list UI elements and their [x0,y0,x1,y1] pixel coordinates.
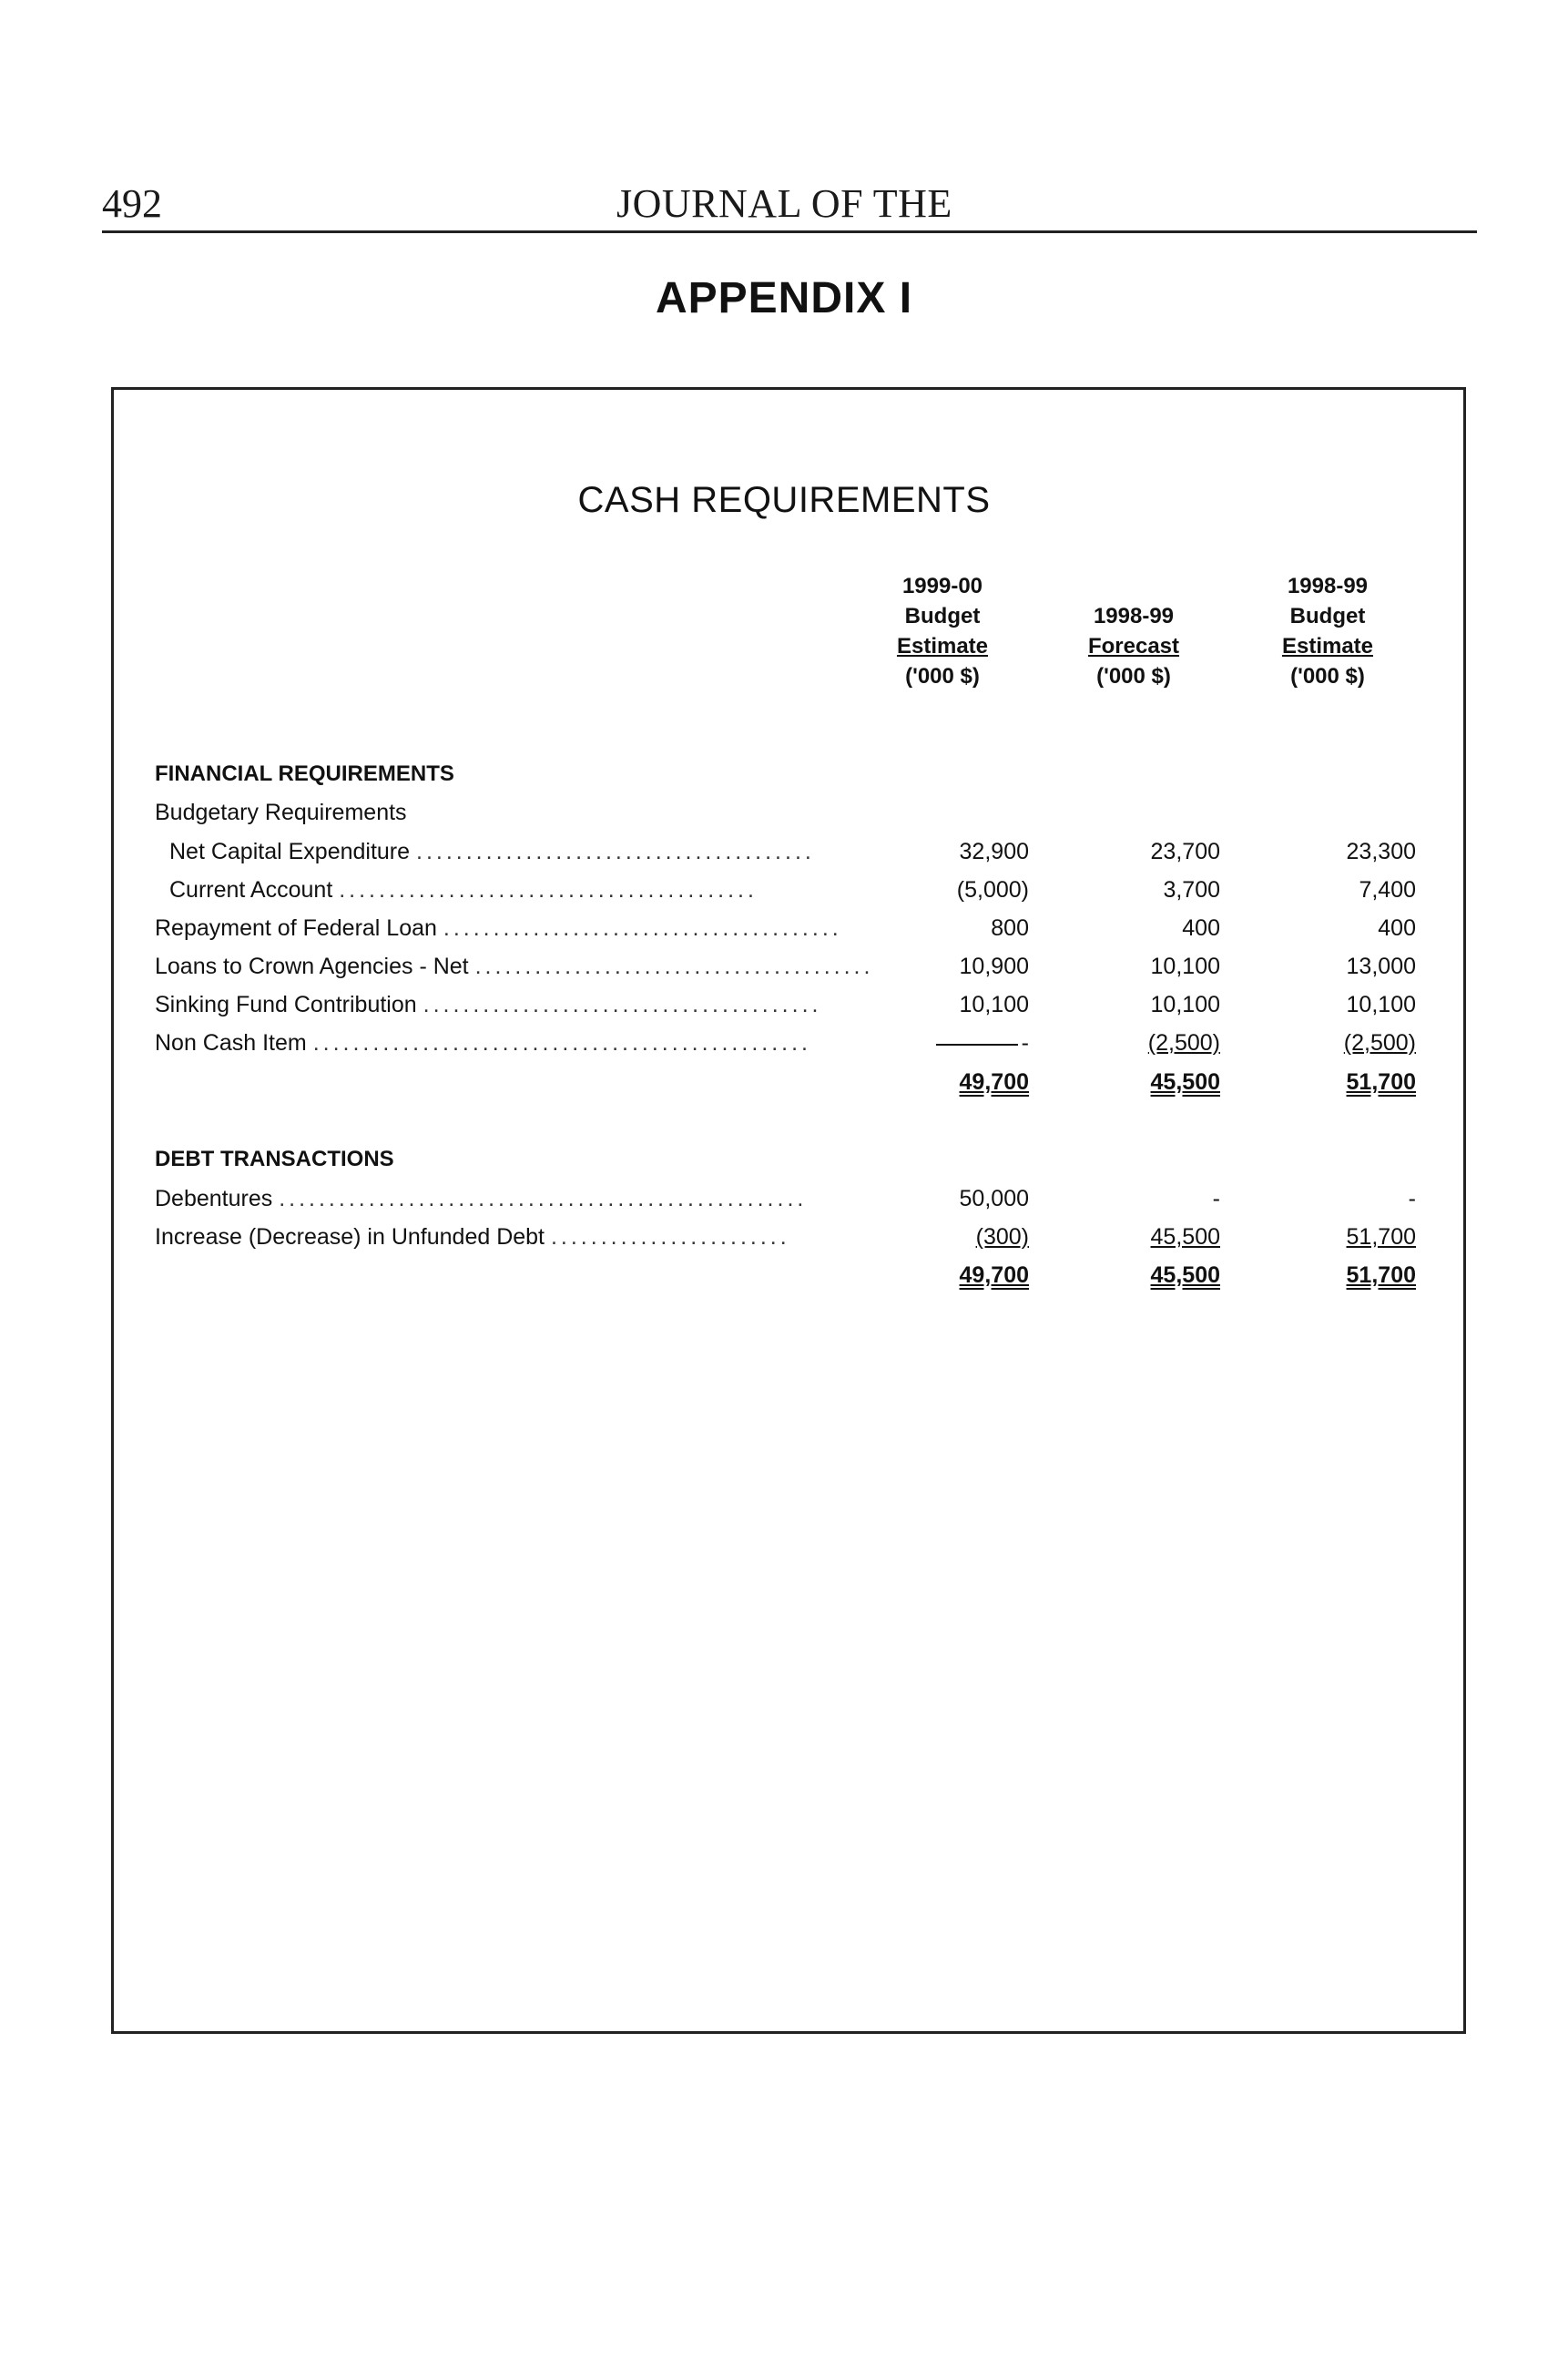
cell-value: 400 [1182,915,1220,941]
journal-title: JOURNAL OF THE [616,181,952,226]
column-unit: ('000 $) [905,664,980,689]
cell-value: (300) [975,1224,1029,1250]
cell-value: 51,700 [1346,1224,1416,1250]
column-subtype: Estimate [896,634,989,659]
appendix-title: APPENDIX I [655,274,913,322]
running-head [102,178,1477,233]
row-label-current-account: Current Account .......................................... [169,877,758,903]
cell-value: 45,500 [1150,1224,1220,1250]
cell-value: 400 [1378,915,1416,941]
row-label-net-capital-expenditure: Net Capital Expenditure ........................................ [169,839,815,864]
cell-value: 23,300 [1346,839,1416,864]
cell-value: 23,700 [1150,839,1220,864]
cell-value: 10,100 [959,992,1029,1017]
column-header-1999-00-estimate [851,571,1033,691]
cell-value: 10,900 [959,954,1029,979]
total-value: 49,700 [959,1069,1029,1095]
cell-value: (5,000) [956,877,1029,903]
row-label-sinking-fund-contribution: Sinking Fund Contribution ........................................ [155,992,822,1017]
section-title: CASH REQUIREMENTS [577,480,991,520]
cell-value: 3,700 [1163,877,1220,903]
cell-value: - [1212,1186,1220,1211]
cell-value: 13,000 [1346,954,1416,979]
cell-value: (2,500) [1147,1030,1220,1056]
column-subtype: Forecast [1087,634,1180,659]
column-year: 1999-00 [901,574,983,598]
financial-requirements-heading: FINANCIAL REQUIREMENTS [155,761,454,786]
cell-value: 32,900 [959,839,1029,864]
total-value: 51,700 [1346,1262,1416,1288]
column-unit: ('000 $) [1096,664,1171,689]
column-type: Budget [904,604,981,628]
cell-value: 800 [991,915,1029,941]
column-year: 1998-99 [1287,574,1369,598]
row-label-non-cash-item: Non Cash Item .................................................. [155,1030,811,1056]
column-subtype: Estimate [1281,634,1374,659]
row-label-debentures: Debentures ..................................................... [155,1186,808,1211]
budgetary-requirements-subheading: Budgetary Requirements [155,800,407,825]
page-number: 492 [102,181,162,226]
total-value: 49,700 [959,1262,1029,1288]
column-type: Budget [1289,604,1366,628]
column-unit: ('000 $) [1290,664,1365,689]
cell-value: 10,100 [1346,992,1416,1017]
total-value: 51,700 [1346,1069,1416,1095]
cell-value: - [847,1029,1029,1057]
column-type: 1998-99 [1093,604,1175,628]
column-header-1998-99-estimate [1237,571,1419,691]
cell-value: 10,100 [1150,992,1220,1017]
underline-rule [936,1043,1018,1046]
total-value: 45,500 [1150,1262,1220,1288]
cell-value: 7,400 [1359,877,1416,903]
column-header-1998-99-forecast [1043,601,1225,691]
total-value: 45,500 [1150,1069,1220,1095]
cell-value: (2,500) [1343,1030,1416,1056]
cell-value: 50,000 [959,1186,1029,1211]
cell-value: - [1408,1186,1416,1211]
row-label-loans-to-crown-agencies: Loans to Crown Agencies - Net ........................................ [155,954,874,979]
debt-transactions-heading: DEBT TRANSACTIONS [155,1147,394,1171]
row-label-repayment-of-federal-loan: Repayment of Federal Loan ........................................ [155,915,842,941]
row-label-unfunded-debt: Increase (Decrease) in Unfunded Debt ........................ [155,1224,790,1250]
cell-value: 10,100 [1150,954,1220,979]
